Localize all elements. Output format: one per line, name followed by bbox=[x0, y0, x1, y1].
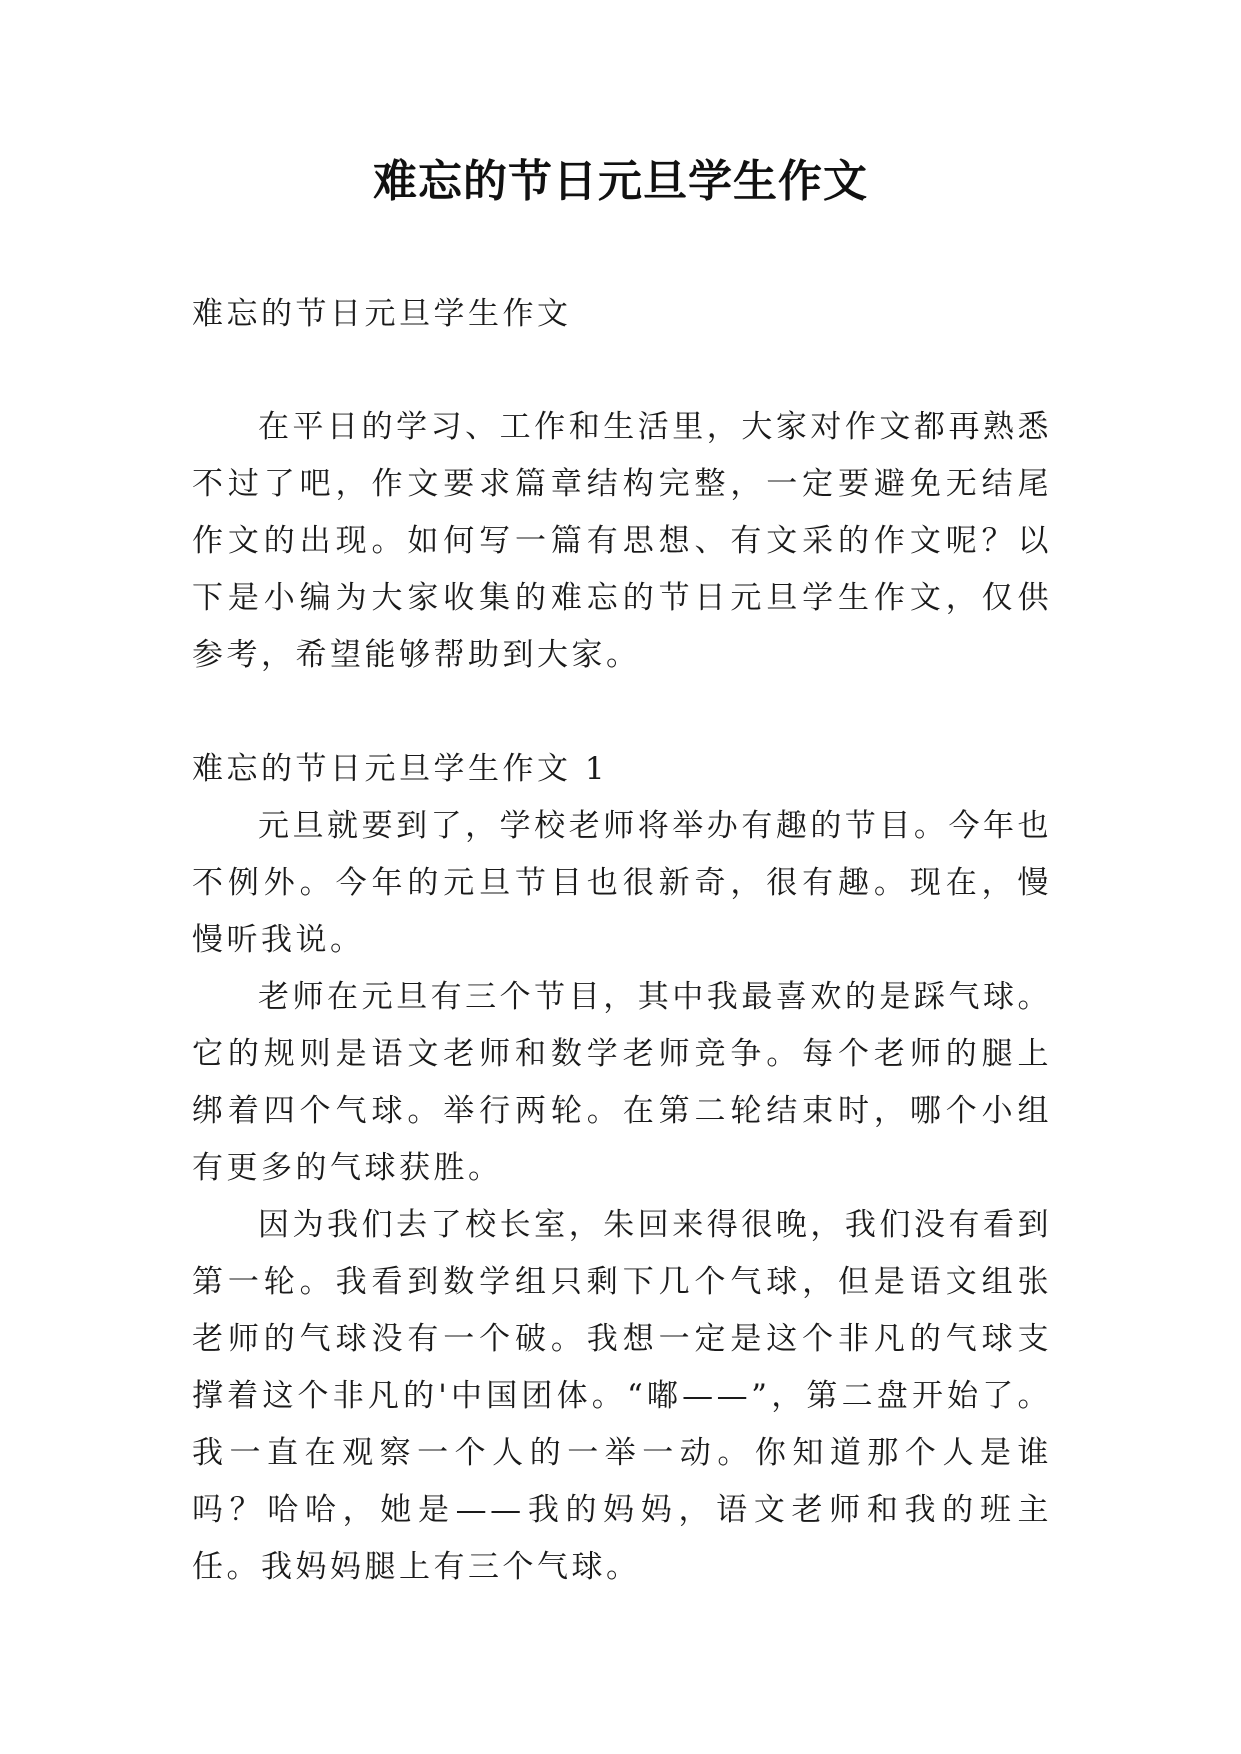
body-paragraph: 元旦就要到了，学校老师将举办有趣的节目。今年也不例外。今年的元旦节目也很新奇，很有趣。现在，慢慢听我说。 bbox=[192, 808, 1052, 958]
document-title: 难忘的节日元旦学生作文 bbox=[373, 156, 868, 207]
body-paragraph: 因为我们去了校长室，朱回来得很晚，我们没有看到第一轮。我看到数学组只剩下几个气球，但是语文组张老师的气球没有一个破。我想一定是这个非凡的气球支撑着这个非凡的'中国团体。“嘟——”，第二盘开始了。我一直在观察一个人的一举一动。你知道那个人是谁吗？哈哈，她是——我的妈妈，语文老师和我的班主任。我妈妈腿上有三个气球。 bbox=[192, 1207, 1052, 1585]
spacer bbox=[192, 343, 1052, 399]
spacer bbox=[192, 684, 1052, 741]
intro-paragraph: 在平日的学习、工作和生活里，大家对作文都再熟悉不过了吧，作文要求篇章结构完整，一定要避免无结尾作文的出现。如何写一篇有思想、有文采的作文呢？以下是小编为大家收集的难忘的节日元旦学生作文，仅供参考，希望能够帮助到大家。 bbox=[192, 409, 1052, 673]
document-body bbox=[192, 286, 1052, 1596]
body-paragraph: 老师在元旦有三个节目，其中我最喜欢的是踩气球。它的规则是语文老师和数学老师竞争。每个老师的腿上绑着四个气球。举行两轮。在第二轮结束时，哪个小组有更多的气球获胜。 bbox=[192, 979, 1052, 1186]
section-heading: 难忘的节日元旦学生作文 1 bbox=[192, 751, 609, 787]
document-subtitle: 难忘的节日元旦学生作文 bbox=[192, 296, 572, 332]
